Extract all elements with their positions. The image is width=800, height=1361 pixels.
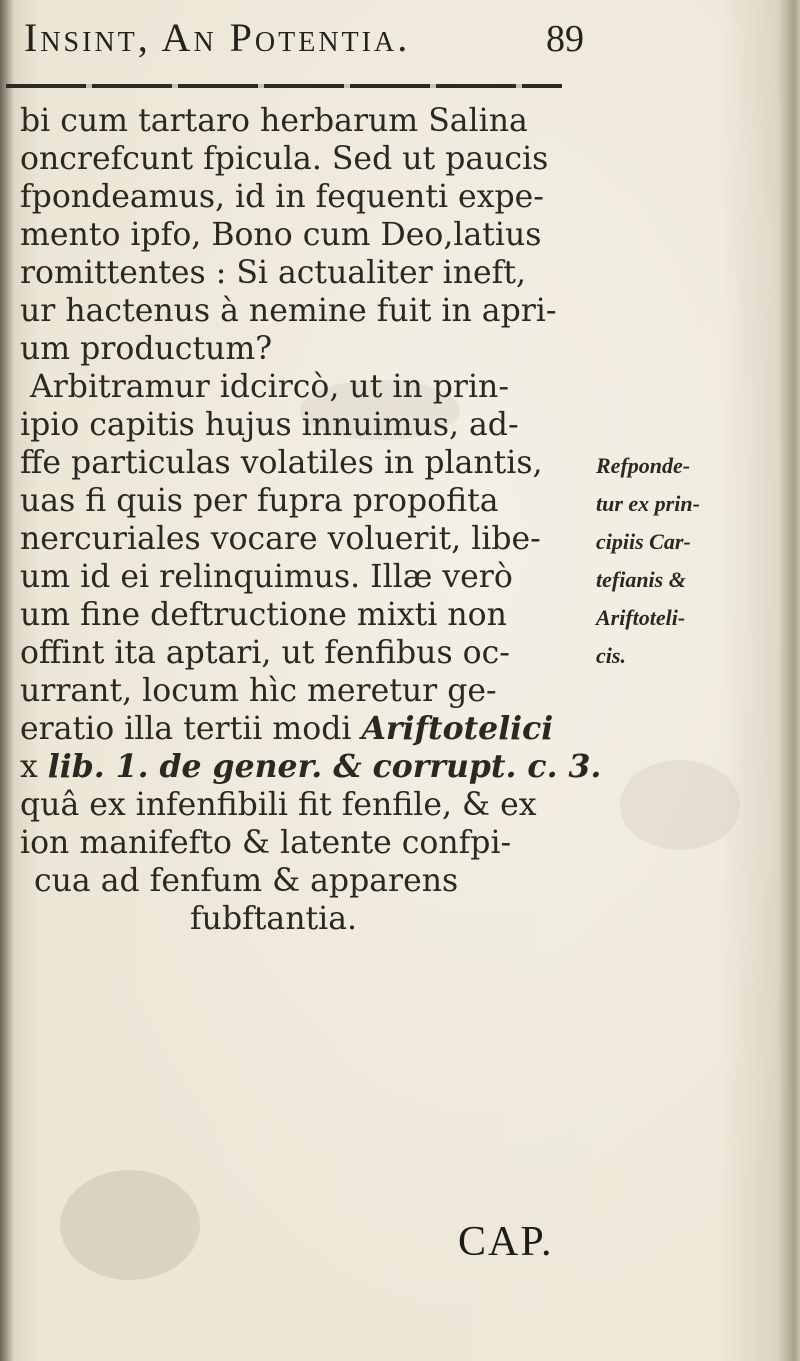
citation: lib. 1. de gener. & corrupt. c. 3. [47, 748, 602, 785]
text-line: um id ei relinquimus. Illæ verò [20, 559, 513, 595]
text-line: ffe particulas volatiles in plantis, [20, 445, 543, 481]
text-line-start: x [20, 749, 38, 785]
text-line-start: eratio illa tertii modi [20, 711, 352, 747]
running-head: Insint, An Potentia. [24, 15, 411, 60]
text-line: offint ita aptari, ut fenfibus oc- [20, 635, 510, 671]
marginal-note-line: Refponde- [596, 453, 691, 478]
text-line [20, 710, 580, 748]
text-line: fubftantia. [190, 901, 358, 937]
marginal-note-line: tur ex prin- [596, 491, 700, 516]
text-line: ur hactenus à nemine fuit in apri- [20, 293, 557, 329]
italic-reference: Ariftotelici [361, 710, 554, 747]
text-line: nercuriales vocare voluerit, libe- [20, 521, 541, 557]
page-header [24, 14, 584, 64]
text-line: cua ad fenfum & apparens [34, 863, 459, 899]
catchword: CAP. [458, 1219, 554, 1265]
paper-stain [620, 760, 740, 850]
text-line: ion manifefto & latente confpi- [20, 825, 512, 861]
text-line [20, 748, 602, 786]
text-line: romittentes : Si actualiter ineft, [20, 255, 526, 291]
text-line: ipio capitis hujus innuimus, ad- [20, 407, 519, 443]
text-line: Arbitramur idcircò, ut in prin- [30, 369, 509, 405]
marginal-note-line: cipiis Car- [596, 529, 691, 554]
marginal-note-line: tefianis & [596, 567, 686, 592]
text-line: quâ ex infenfibili fit fenfile, & ex [20, 787, 537, 823]
body-text [20, 102, 602, 938]
header-rule [6, 84, 562, 88]
text-line: bi cum tartaro herbarum Salina [20, 103, 528, 139]
text-line: urrant, locum hìc meretur ge- [20, 673, 497, 709]
text-line: uas fi quis per fupra propofita [20, 483, 499, 519]
marginal-note-line: cis. [596, 643, 626, 668]
text-line: um fine deftructione mixti non [20, 597, 507, 633]
page-number: 89 [546, 18, 584, 60]
marginal-note-line: Ariftoteli- [596, 605, 686, 630]
paper-stain [60, 1170, 200, 1280]
text-line: oncrefcunt fpicula. Sed ut paucis [20, 141, 549, 177]
text-line: um productum? [20, 331, 273, 367]
page-edge [778, 0, 800, 1361]
marginal-note [596, 447, 772, 675]
binding-gutter [0, 0, 14, 1361]
text-line: fpondeamus, id in fequenti expe- [20, 179, 544, 215]
text-line: mento ipfo, Bono cum Deo,latius [20, 217, 542, 253]
